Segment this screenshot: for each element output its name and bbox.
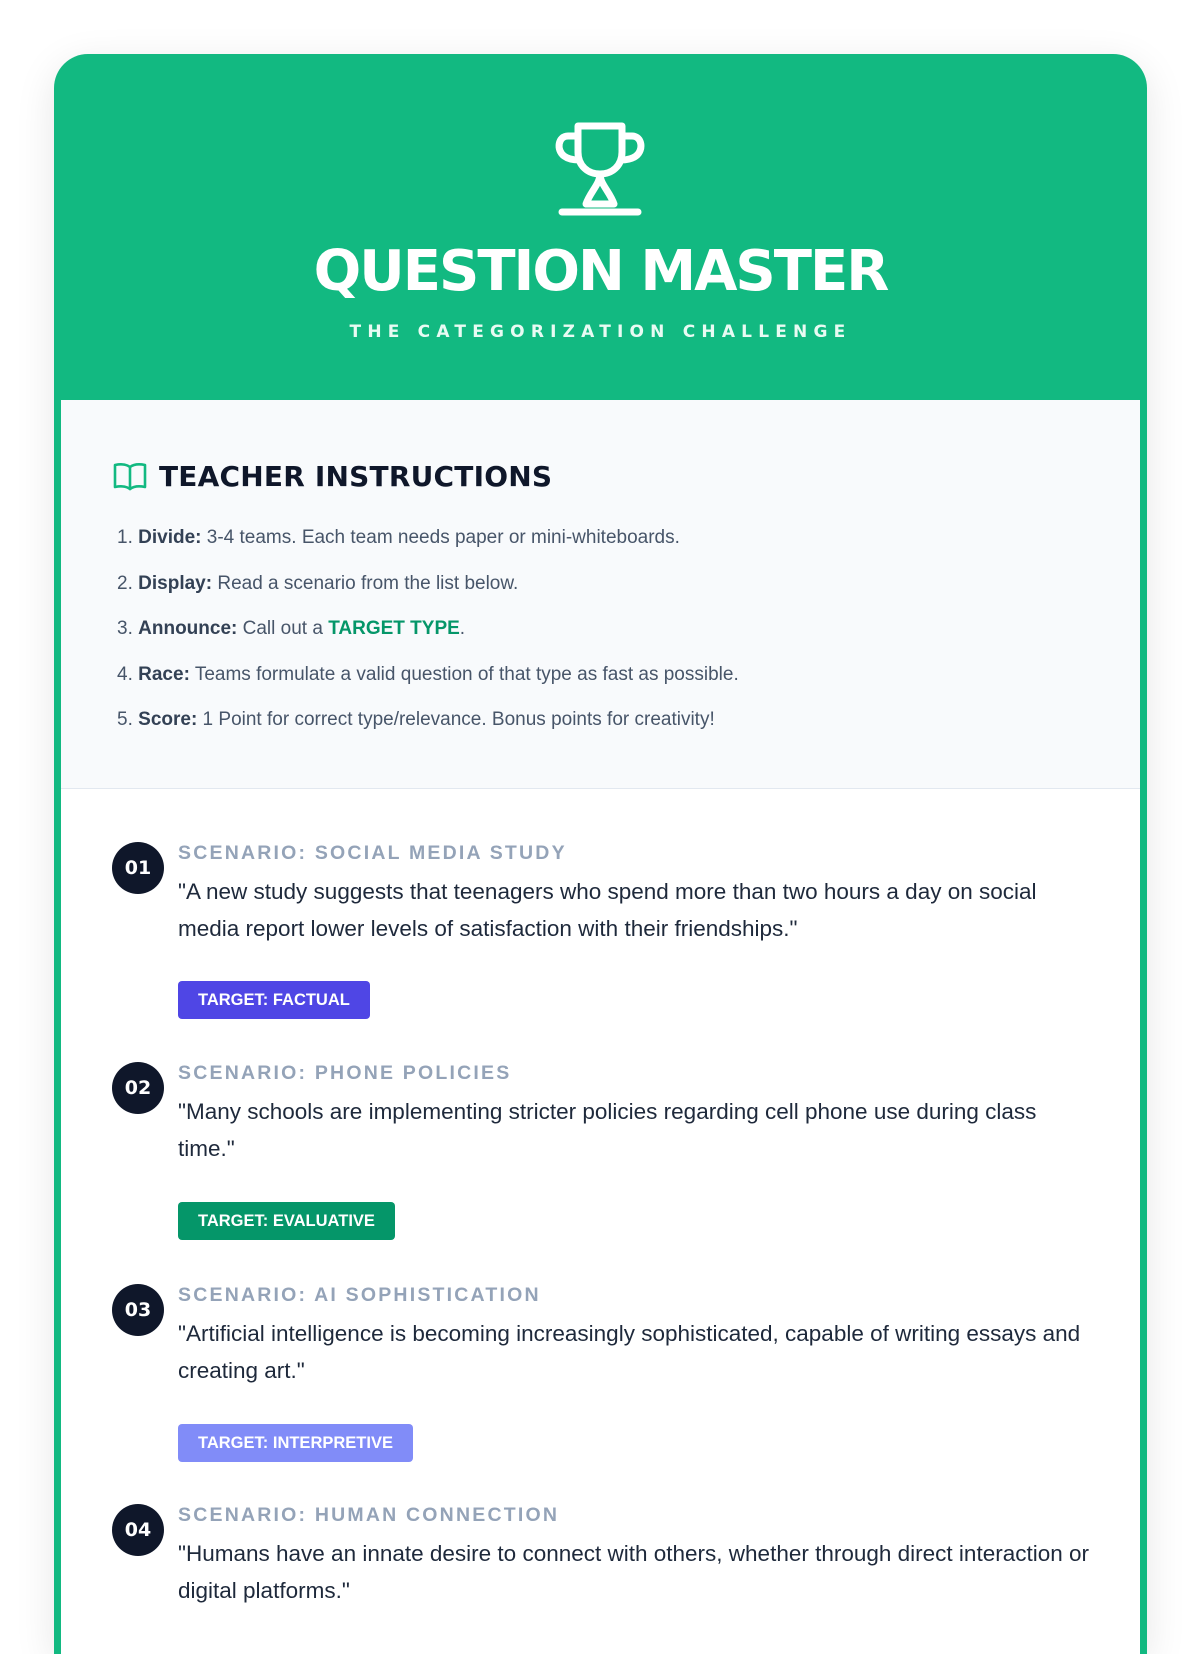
instruction-step [117, 526, 739, 572]
scenario-number-badge: 01 [112, 842, 164, 894]
instruction-step [117, 617, 739, 663]
target-tag: TARGET: FACTUAL [178, 981, 370, 1019]
instructions-heading [113, 456, 552, 496]
instruction-step [117, 663, 739, 709]
step-text: 3-4 teams. Each team needs paper or mini-whiteboards. [201, 527, 680, 548]
scenario-number-badge: 03 [112, 1284, 164, 1336]
step-label: Announce: [138, 618, 238, 639]
step-text: Teams formulate a valid question of that type as fast as possible. [189, 663, 739, 685]
scenario-quote: "A new study suggests that teenagers who spend more than two hours a day on social media report lower levels of satisfaction with their friendships." [178, 879, 1037, 941]
step-label: Score: [138, 709, 198, 730]
step-text-end: . [459, 618, 466, 639]
scenario-quote: "Artificial intelligence is becoming increasingly sophisticated, capable of writing essays and creating art." [178, 1321, 1081, 1383]
challenge-card [54, 54, 1147, 1654]
step-label: Race: [138, 663, 190, 685]
content-body [61, 400, 1140, 1654]
scenario-label: SCENARIO: HUMAN CONNECTION [178, 1504, 560, 1526]
page-title: QUESTION MASTER [313, 239, 888, 304]
target-type-highlight: TARGET TYPE [328, 618, 460, 639]
trophy-icon [550, 118, 650, 218]
target-tag: TARGET: INTERPRETIVE [178, 1424, 413, 1462]
book-open-icon [113, 461, 147, 491]
step-number: 1. [117, 527, 133, 548]
instruction-step [117, 572, 739, 618]
step-number: 2. [117, 572, 133, 594]
scenario-number-badge: 02 [112, 1062, 164, 1114]
scenario-quote: "Many schools are implementing stricter policies regarding cell phone use during class time." [178, 1099, 1037, 1161]
target-tag: TARGET: EVALUATIVE [178, 1202, 395, 1240]
step-text: Read a scenario from the list below. [212, 572, 519, 594]
step-text: Call out a [237, 618, 329, 639]
instruction-step [117, 708, 739, 754]
scenario-label: SCENARIO: PHONE POLICIES [178, 1062, 512, 1084]
step-label: Display: [138, 572, 213, 594]
scenario-number-badge: 04 [112, 1504, 164, 1556]
step-number: 3. [117, 618, 133, 639]
scenario-label: SCENARIO: AI SOPHISTICATION [178, 1284, 541, 1306]
step-text: 1 Point for correct type/relevance. Bonus points for creativity! [197, 709, 715, 730]
scenario-quote: "Humans have an innate desire to connect with others, whether through direct interaction or digital platforms." [178, 1541, 1089, 1603]
step-number: 4. [117, 663, 133, 685]
step-number: 5. [117, 709, 133, 730]
scenario-label: SCENARIO: SOCIAL MEDIA STUDY [178, 842, 567, 864]
instructions-title: TEACHER INSTRUCTIONS [159, 459, 553, 493]
instructions-panel [61, 400, 1140, 789]
header-banner [54, 54, 1147, 400]
page-subtitle: THE CATEGORIZATION CHALLENGE [349, 322, 852, 342]
instruction-steps [117, 526, 739, 754]
step-label: Divide: [138, 527, 202, 548]
